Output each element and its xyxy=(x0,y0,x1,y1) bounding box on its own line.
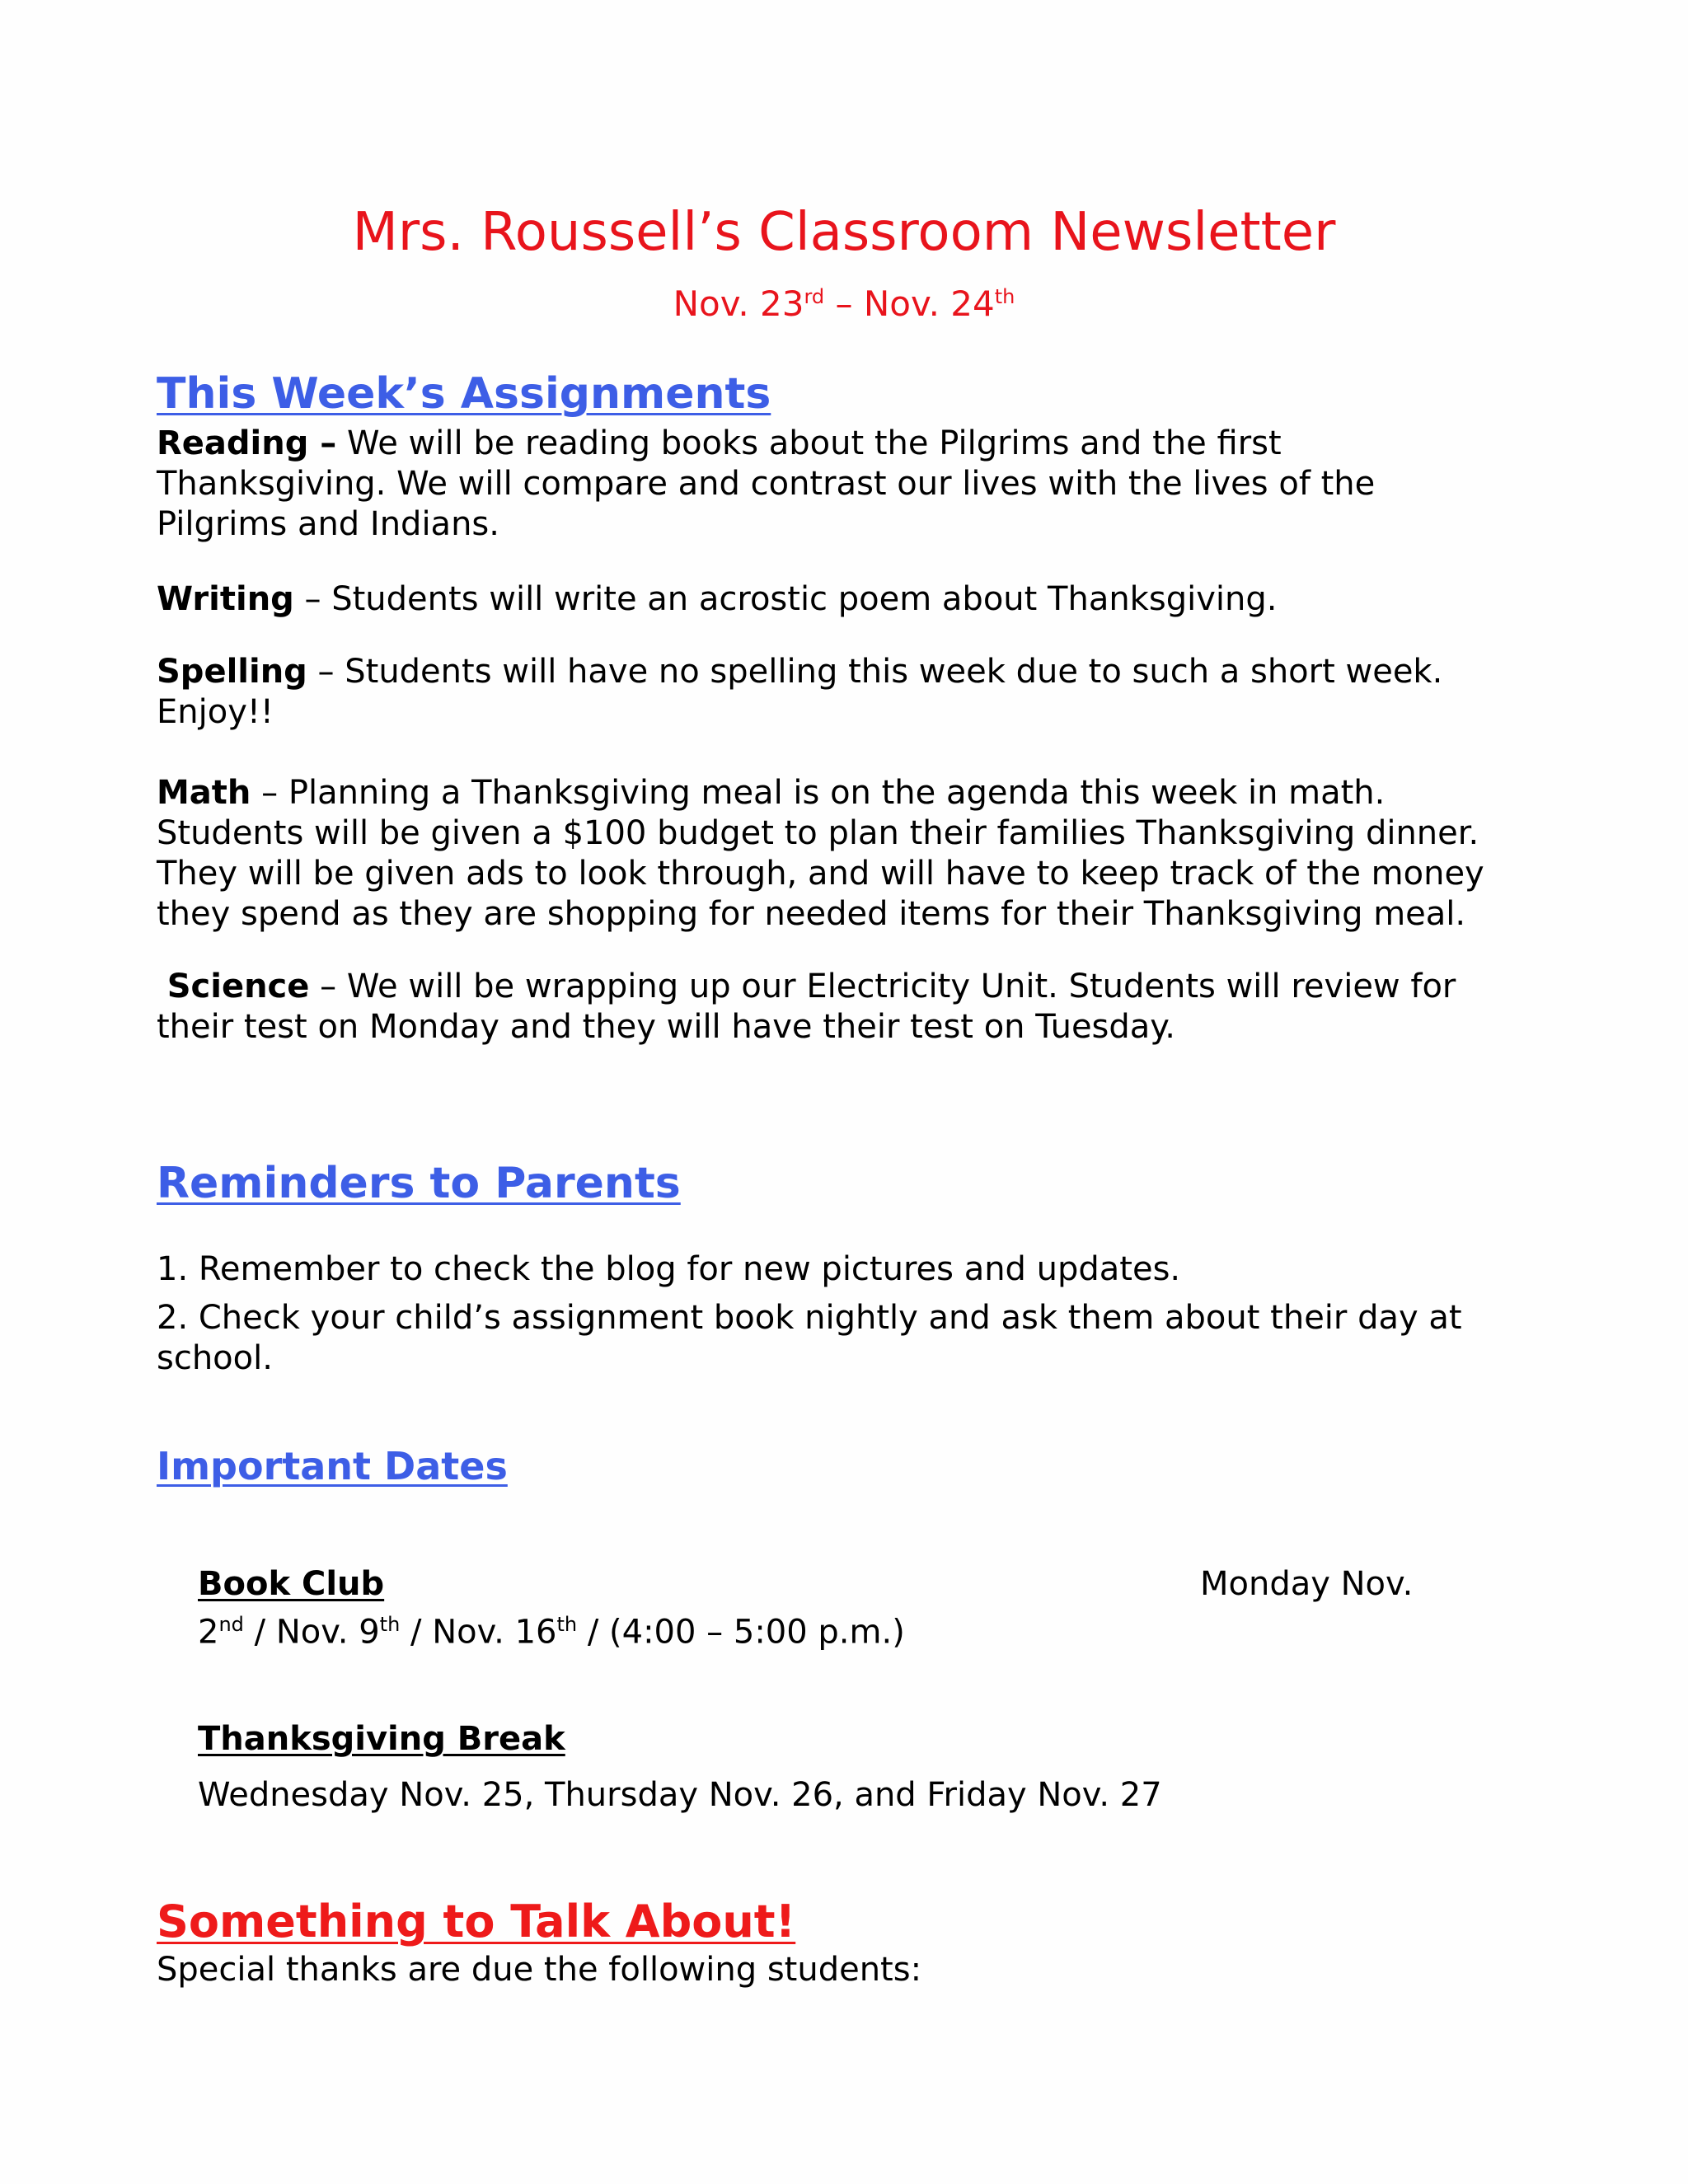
talk-text: Special thanks are due the following students: xyxy=(157,1951,922,1989)
book-club-date-2-suffix: th xyxy=(379,1613,401,1636)
date-start: Nov. 23 xyxy=(673,284,804,324)
math-label: Math xyxy=(157,774,251,812)
book-club-date-1-suffix: nd xyxy=(218,1613,244,1636)
math-paragraph xyxy=(157,773,1541,935)
spelling-paragraph xyxy=(157,652,1541,733)
book-club-date-2: / Nov. 9 xyxy=(243,1613,380,1652)
important-dates-heading: Important Dates xyxy=(157,1444,508,1488)
reading-text: We will be reading books about the Pilgrims and the first Thanksgiving. We will compare and contrast our lives with the lives of the Pilgrims and Indians. xyxy=(157,424,1376,543)
reading-paragraph xyxy=(157,424,1541,545)
date-start-suffix: rd xyxy=(804,285,825,308)
reminder-item: 1. Remember to check the blog for new pictures and updates. xyxy=(157,1250,1181,1288)
thanksgiving-break-title: Thanksgiving Break xyxy=(198,1720,565,1758)
science-text: – We will be wrapping up our Electricity Unit. Students will review for their test on Monday and they will have their test on Tuesday. xyxy=(157,968,1456,1046)
date-end-suffix: th xyxy=(994,285,1015,308)
book-club-day: Monday Nov. xyxy=(1200,1565,1414,1603)
writing-text: – Students will write an acrostic poem about Thanksgiving. xyxy=(293,580,1278,618)
science-label: Science xyxy=(166,968,310,1005)
reminders-heading: Reminders to Parents xyxy=(157,1159,681,1208)
book-club-date-3: / Nov. 16 xyxy=(400,1613,557,1652)
date-end: Nov. 24 xyxy=(863,284,995,324)
assignments-heading: This Week’s Assignments xyxy=(157,369,771,419)
book-club-title: Book Club xyxy=(198,1565,385,1603)
thanksgiving-break-dates: Wednesday Nov. 25, Thursday Nov. 26, and Friday Nov. 27 xyxy=(198,1776,1162,1814)
math-text: – Planning a Thanksgiving meal is on the agenda this week in math. Students will be given a $100 budget to plan their families Thanksgiving dinner. They will be given ads to look through, and will have to keep track of the money they spend as they are shopping for needed items for their Thanksgiving meal. xyxy=(157,774,1484,933)
book-club-dates xyxy=(198,1605,905,1652)
book-club-date-3-suffix: th xyxy=(556,1613,578,1636)
science-paragraph xyxy=(157,967,1541,1047)
date-range xyxy=(0,274,1688,327)
spelling-label: Spelling xyxy=(157,653,307,691)
reminder-item: 2. Check your child’s assignment book nightly and ask them about their day at school. xyxy=(157,1299,1462,1377)
writing-paragraph xyxy=(157,579,1541,620)
page-title: Mrs. Roussell’s Classroom Newsletter xyxy=(352,202,1336,263)
reading-label: Reading – xyxy=(157,424,337,462)
talk-heading: Something to Talk About! xyxy=(157,1896,796,1947)
date-separator: – xyxy=(824,284,864,324)
book-club-date-1: 2 xyxy=(198,1613,219,1652)
book-club-time: / (4:00 – 5:00 p.m.) xyxy=(577,1613,905,1652)
spelling-text: – Students will have no spelling this week due to such a short week. Enjoy!! xyxy=(157,653,1443,731)
writing-label: Writing xyxy=(157,580,294,618)
